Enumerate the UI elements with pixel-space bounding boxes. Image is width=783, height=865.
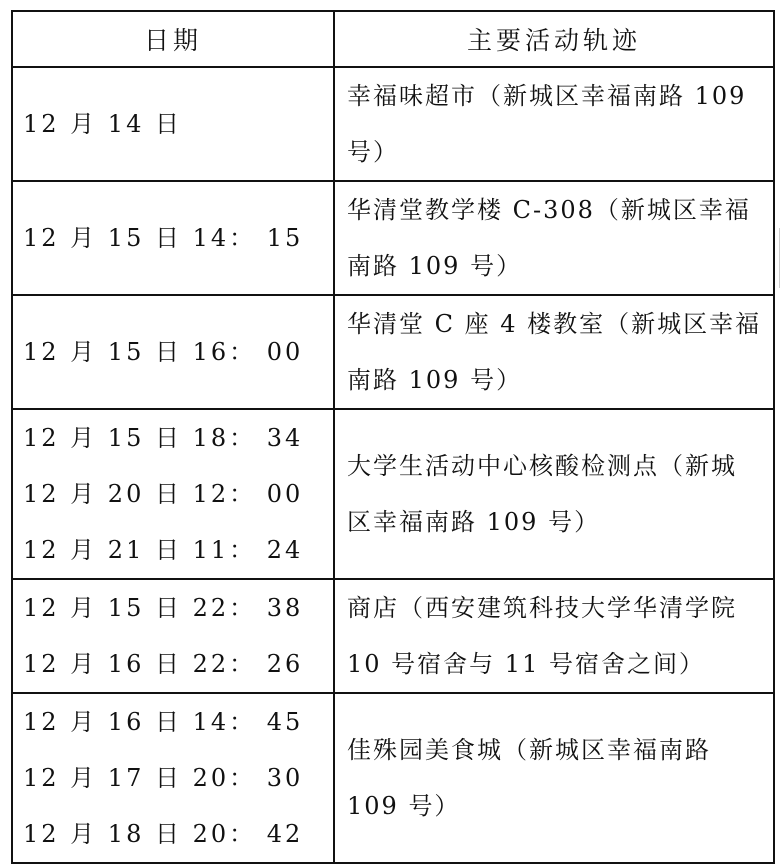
place-line: 商店（西安建筑科技大学华清学院 bbox=[347, 594, 737, 622]
date-line: 12 月 15 日 16： 00 bbox=[23, 338, 304, 366]
date-line: 12 月 14 日 bbox=[23, 110, 182, 138]
table-row bbox=[12, 693, 774, 863]
place-cell bbox=[334, 295, 774, 409]
date-cell bbox=[12, 181, 334, 295]
date-line: 12 月 17 日 20： 30 bbox=[23, 764, 304, 792]
date-cell bbox=[12, 579, 334, 693]
table-row bbox=[12, 67, 774, 181]
place-line: 109 号） bbox=[347, 792, 461, 820]
place-cell bbox=[334, 693, 774, 863]
place-cell bbox=[334, 579, 774, 693]
table-row bbox=[12, 579, 774, 693]
activity-track-table bbox=[11, 10, 775, 864]
date-line: 12 月 15 日 18： 34 bbox=[23, 424, 304, 452]
place-cell bbox=[334, 181, 774, 295]
header-activity-track: 主要活动轨迹 bbox=[334, 11, 774, 67]
page-edge-mark bbox=[779, 228, 783, 288]
place-line: 区幸福南路 109 号） bbox=[347, 508, 601, 536]
place-line: 号） bbox=[347, 138, 399, 166]
table-header-row bbox=[12, 11, 774, 67]
date-line: 12 月 15 日 22： 38 bbox=[23, 594, 304, 622]
date-line: 12 月 21 日 11： 24 bbox=[23, 536, 304, 564]
header-date: 日期 bbox=[12, 11, 334, 67]
date-cell bbox=[12, 693, 334, 863]
place-cell bbox=[334, 67, 774, 181]
date-line: 12 月 15 日 14： 15 bbox=[23, 224, 304, 252]
place-line: 华清堂教学楼 C-308（新城区幸福 bbox=[347, 196, 751, 224]
table-row bbox=[12, 181, 774, 295]
place-line: 大学生活动中心核酸检测点（新城 bbox=[347, 452, 737, 480]
table-row bbox=[12, 295, 774, 409]
place-cell bbox=[334, 409, 774, 579]
place-line: 南路 109 号） bbox=[347, 252, 523, 280]
date-cell bbox=[12, 409, 334, 579]
date-line: 12 月 18 日 20： 42 bbox=[23, 820, 304, 848]
date-cell bbox=[12, 67, 334, 181]
place-line: 幸福味超市（新城区幸福南路 109 bbox=[347, 82, 747, 110]
date-line: 12 月 16 日 22： 26 bbox=[23, 650, 304, 678]
date-cell bbox=[12, 295, 334, 409]
place-line: 华清堂 C 座 4 楼教室（新城区幸福 bbox=[347, 310, 762, 338]
date-line: 12 月 20 日 12： 00 bbox=[23, 480, 304, 508]
place-line: 10 号宿舍与 11 号宿舍之间） bbox=[347, 650, 705, 678]
table-row bbox=[12, 409, 774, 579]
place-line: 南路 109 号） bbox=[347, 366, 523, 394]
date-line: 12 月 16 日 14： 45 bbox=[23, 708, 304, 736]
place-line: 佳殊园美食城（新城区幸福南路 bbox=[347, 736, 711, 764]
